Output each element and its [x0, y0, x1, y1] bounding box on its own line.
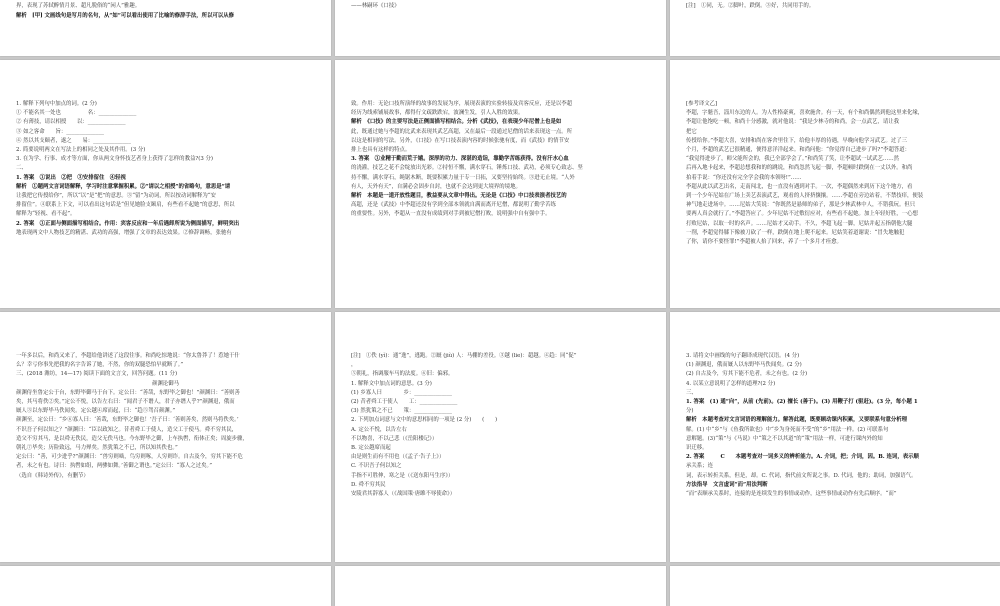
text-line: [注] ①同，无。②脚叶，跌倒。③好，共同用手的。: [686, 3, 815, 10]
text-line: 由是则生而有不用也（《孟子·告子上》）: [351, 454, 445, 461]
text-line: 了你，请你不要怪罪!”李超被人抬了回来，养了一个多月才痊愈。: [686, 239, 842, 246]
text-line: ⑤朝礼，指调服车马的法度。⑥旧：偏邪。: [351, 371, 454, 378]
text-line: 分): [686, 408, 694, 415]
text-line: 2. 下列加点词意与文中的意思相同的一项是 (2 分) ( ): [351, 417, 498, 424]
text-line: (1) 乡寡人曰 乡：______________: [351, 389, 452, 396]
text-line: 高超，还是《武技》中李超还没有学到全部本领就自满而离开尼僧，都说明了勤学苦练: [351, 202, 556, 209]
document-page: [335, 312, 666, 562]
document-page: [0, 60, 331, 308]
text-line: 3. 在为学、行事、成才等方面，你从两文身怀技艺者身上获得了怎样的教益?(3 分): [16, 156, 213, 163]
text-line: 排留住”。④联系上下文，可以看出这句话是“但见她脸支颐肩，有些看不起她”的意思，所以: [16, 202, 235, 209]
text-line: 二、: [16, 165, 27, 172]
text-line: 么？幸亏你事先把我的名字告诉了她，不然，你的双腿恐怕早就断了。”: [16, 362, 184, 369]
text-line: 解。(1) 中“乡”与《鱼我所欲也》中“乡为身死而不受”的“乡”用法一样。(2) 可联系句: [686, 426, 889, 433]
text-line: 意解题。(3)“策”与《马说》中“策之不以其道”的“策”用法一样，可进行课内外的知: [686, 435, 883, 442]
text-line: 不以物喜，不以己悲（《岳阳楼记》）: [351, 435, 438, 442]
document-page: [670, 0, 1000, 56]
text-line: 手指不可胜伸，寒之是（《送东阳马生序》）: [351, 472, 454, 479]
document-page-partial: [0, 566, 331, 606]
text-line: 解析 ①题两文言词语解释，学习时注意掌握积累。②“请以之相授”的省略句，意思是“请: [16, 183, 231, 190]
text-line: 一削，李超觉得膝下像被刀砍了一样，跌倒在地上爬不起来。尼姑笑着道谢说：“冒失地触犯: [686, 229, 905, 236]
text-line: 一年多以后，和尚又来了，李超给他讲述了这段往事。和尚吃惊地说：“你太鲁莽了！惹她干什: [16, 353, 240, 359]
text-line: 颜渊论御马: [152, 380, 179, 387]
text-line: 以这是相同的写法。另外，《口技》在写口技表演内容的时候张驰有度，而《武技》的情节安: [351, 137, 570, 144]
text-line: 解析 [甲] 文画线句是写月的名句，从“如”可以看出使用了比喻的修辞手法，所以可以从修: [16, 12, 235, 19]
text-line: 1. 答案 ①说出 ②把 ③安排留住 ④轻视: [16, 174, 126, 181]
text-line: 2. 答案 ①正面与侧面描写相结合。作用：宾客反应和一年后遇卸所说为侧面描写，鲜明突出: [16, 220, 240, 227]
text-line: (2) 自古及今，穷其下能不危者，未之有也。(2 分): [686, 371, 808, 378]
text-line: “我觉得进步了，师父能所会的，我已全部学会了。”和尚笑了笑，让李超试一试武艺……然: [686, 156, 900, 163]
text-line: 不识吾子何以知之？”颜渊曰：“臣以政知之。昔者舜工于使人，造父工于使马。舜不穷其民，: [16, 426, 238, 433]
text-line: 解析 本题考查对文言词语的理解能力。解答此题，既要顾动课内积累，又要联系句意分析理: [686, 417, 908, 424]
text-line: 矣，其马将佚②矣。”定公不悦，以告左右曰：“闻君子不谮人，君子亦谮人乎?”颜渊退，俄而: [16, 399, 235, 406]
text-line: 解释为“轻视、看不起”。: [16, 211, 76, 218]
text-line: 界，表现了苏轼醉情月景、超凡脱俗的“闲人”雅趣。: [16, 3, 141, 10]
document-page: [335, 60, 666, 308]
document-page: [0, 312, 331, 562]
document-page-partial: [335, 566, 666, 606]
text-line: (3) 然犹策之不已 策：______________: [351, 408, 452, 415]
text-line: ③ 如之客命 旨：______________: [16, 128, 104, 135]
text-line: 3. 答案 ①业精于勤而荒于嬉。深厚的功力、深湛的造诣，靠勤学苦练获得。没有汗水心血: [351, 156, 569, 163]
text-line: 个月，李超的武艺已很精通，便得意洋洋起来。和尚问他：“你觉得自己进步了吗?”李超答道：: [686, 147, 911, 154]
text-line: 朝礼⑦毕矣；历险致远，马力殚矣。然犹策之不已，所以知其佚也。”: [16, 445, 178, 452]
text-line: 要两人真会就行了。”李超答应了。少年尼姑不过敷衍应对，有些看不起她。加上年轻好胜，一心想: [686, 211, 918, 218]
text-line: B. 定公越席而起: [351, 445, 391, 452]
text-line: 地表现两文中人物技艺的精湛、武功的高强，增强了文章的表达效果。②修辞调畅，张驰有: [16, 229, 232, 236]
document-page: [335, 0, 666, 56]
text-line: [注] ①佚 (yì)：通“逸”，逃跑。②厩 (jiù) 人：马棚的差役。③越 (lie)：超越。④趋：同“促”: [351, 353, 577, 359]
text-line: 颜渊至，定公曰：“乡⑥寡人曰：‘善哉，东野毕之御也！’吾子曰：‘善则善矣，然则马将佚矣。’: [16, 417, 239, 424]
text-line: D. 舜不穷其民: [351, 481, 386, 488]
text-line: (2) 昔者舜工于使人 工：______________: [351, 399, 458, 406]
text-line: 1. 解释文中加点词的意思。(3 分): [351, 380, 432, 387]
text-line: 的重要性。另外，李超从一直没有成绩到对手到被尼僧打败，说明强中自有强中手。: [351, 211, 551, 218]
text-line: 定公曰：“善，可少进乎?”颜渊曰：“兽穷则啮，鸟穷则啄，人穷则诈。自古及今，穷其下能不危: [16, 454, 243, 461]
text-line: 让我把它传授给你”，所以“以”是“把”的意思。③“留”为动词，所以按动词解释为“安: [16, 193, 216, 200]
text-line: 后再入地卡起来，李超总想我和的的跳说，和尚忽然飞起一脚，李超顿时跌倒在一丈以外。和尚: [686, 165, 913, 172]
text-line: 打败尼姑，以取一时的名声。……尼姑才又动手。不久，李超飞起一脚，尼姑并起五指朝他大腿: [686, 220, 913, 227]
text-line: 李超从此以武艺出名，走南闯北，也一直没有遇到对手。一次，李超偶然来到历下这个地方，看: [686, 183, 913, 190]
text-line: 识迁移。: [686, 445, 708, 452]
text-line: 三、(2018 潍坊，14—17) 阅读下面的文言文，回答问题。(11 分): [16, 371, 178, 378]
text-line: ① 不能名其一处也 名：______________: [16, 110, 137, 117]
text-line: 有人，天外有天”，自满必会固步自封，也就不会达到更大境界的境地。: [351, 183, 521, 190]
text-line: 三、: [686, 389, 697, 396]
text-line: 承关系；连: [686, 463, 713, 470]
text-line: 者，未之有也。诗曰：执辔如组，两骖如舞。’善御之谓也。”定公曰：“寡人之过矣。”: [16, 463, 212, 470]
text-line: 拍着手说：“你还没有完全学会我的本领呀!”……: [686, 174, 802, 181]
document-page: [0, 0, 331, 56]
text-line: 3. 请将文中画线的句子翻译成现代汉语。(4 分): [686, 353, 800, 359]
text-line: 神气地走进场中。……尼姑大笑说：“你既然是悬师的弟子，那是少林武林中人，不错我玩。但只: [686, 202, 916, 209]
text-line: 厩人③以东野毕马佚闻矣。定公越④席而起，曰：“趋⑤驾召颜渊。”: [16, 408, 176, 415]
document-page: [670, 312, 1000, 562]
text-line: 排上也具有这样的特点。: [351, 147, 411, 154]
text-line: (1) 颜渊退，俄而厩人以东野毕马佚闻矣。(2 分): [686, 362, 802, 369]
text-line: 造父不穷其马，是以舜无佚民，造父无佚马也。今东野毕之御，上车执辔，衔体正矣；周旋步骤，: [16, 435, 248, 442]
document-page-partial: [670, 566, 1000, 606]
text-line: ② 有薄技，请以相授 以：______________: [16, 119, 126, 126]
text-line: C. 不识吾子何以知之: [351, 463, 402, 470]
text-line: （选自《韩诗外传》，有删节）: [16, 472, 89, 479]
text-line: 此，既通过她与李超的比武来表现其武艺高超，又在最后一段通过尼僧的话来表现这一点。所: [351, 128, 573, 135]
text-line: 把它: [686, 128, 697, 135]
text-line: 经历为线索铺展故事，都得行文疏跌跌宕，波澜生发，引人入胜的效果。: [351, 110, 524, 117]
text-line: 李超让他饱吃一顿，和尚十分感激，就对他说：“我是少林寺的和尚，会一点武艺，请让我: [686, 119, 899, 126]
text-line: 致。作用：无论口技所演绎的故事的发展为序，展现表演的实验转接及宾客反应，还是以李超: [351, 101, 573, 107]
text-line: 解析 《口技》的主要写法是正侧面描写相结合。分析《武技》，在表现少年尼僧上也是如: [351, 119, 562, 126]
text-line: 持不懈，满水穿石，绳锯木断，既要积累力量于专一日拓，又要坚持始终。③进无止境。“人外: [351, 174, 575, 181]
text-line: 1. 解释下列句中加点的词。(2 分): [16, 101, 97, 107]
text-line: 传授给你。”李超大喜，安排和尚在客舍里住下，给他丰厚的待遇，早晚向他学习武艺。过了三: [686, 137, 908, 144]
text-line: 方法指导 文言虚词“而”用法判断: [686, 481, 768, 488]
text-line: [参考译文乙]: [686, 101, 718, 107]
text-line: ，: [351, 362, 357, 369]
text-line: ④ 然以其支颐者，遂之 易：______________: [16, 137, 131, 144]
text-line: ——林嗣环《口技》: [351, 3, 400, 10]
text-line: “而”表顺承关系时，连接的是连续发生的事情或动作，这些事情或动作有先后顺序。“而”: [686, 491, 897, 498]
text-line: 李超，字魁吾，淄川东边的人。为人性格豪爽，喜欢施舍。有一天，有个和尚偶然到他这里来化缘，: [686, 110, 924, 117]
text-line: 4. 以某立意说明了怎样的道理?(2 分): [686, 380, 776, 387]
text-line: 1. 答案 (1) 通“向”，从前 (先前)。(2) 擅长 (善于)。(3) 用鞭子打 (驱赶)。(3 分，每小题 1: [686, 399, 918, 406]
text-line: 安陵君其辞寡人（《战国策·唐雎不辱使命》）: [351, 491, 456, 498]
text-line: 到一个少年尼姑在广场上卖艺表演武艺，观看的人挤挤攘攘。……李超在旁边站着，不禁技痒，便装: [686, 193, 924, 200]
text-line: 颜渊侍坐鲁定公于台，东野毕御马于台下。定公曰：“善哉，东野毕之御也！”颜渊曰：“善则善: [16, 389, 240, 396]
document-page: [670, 60, 1000, 308]
text-line: 2. 答案 C 本题考查对一词多义的辨析能力。A. 介词，把；介词，因。B. 连词，表示顺: [686, 454, 919, 461]
text-line: 2. 简要说明两文在写法上的相同之处及其作用。(3 分): [16, 147, 146, 154]
text-line: 词，表示转折关系，但是，却。C. 代词，指代前文所说之事。D. 代词，他的；助词，加强语气。: [686, 472, 917, 479]
text-line: A. 定公不悦，以告左右: [351, 426, 407, 433]
text-line: 的浇灌，技艺之花不会绽放出光彩。②持恒不懈，满水穿石，锤炼口技、武功，必须专心致志、坚: [351, 165, 583, 172]
text-line: 解析 本题是一道开放性题目，教益要从文章中得出。无论是《口技》中口技表演者技艺的: [351, 193, 567, 200]
